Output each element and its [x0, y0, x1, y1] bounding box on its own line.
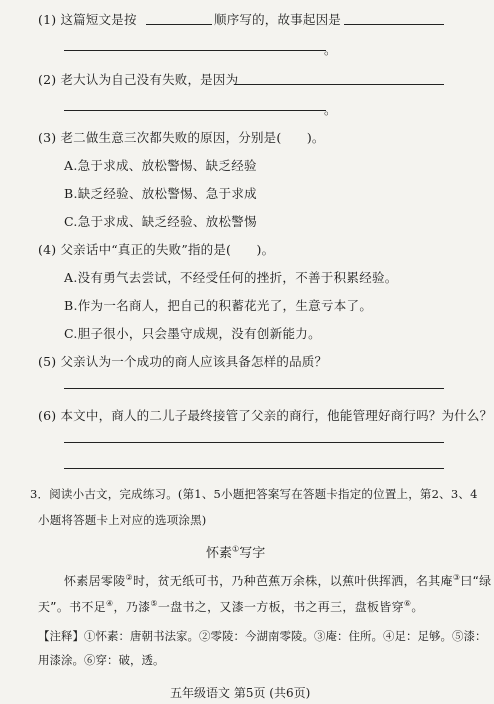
q3-option-a[interactable]: A.急于求成、放松警惕、缺乏经验 — [64, 158, 257, 173]
section3-instruction-line1: 3．阅读小古文，完成练习。(第1、5小题把答案写在答题卡指定的位置上，第2、3、4 — [30, 487, 478, 501]
q2-blank-1[interactable] — [234, 84, 444, 85]
q4-option-b[interactable]: B.作为一名商人，把自己的积蓄花光了，生意亏本了。 — [64, 298, 373, 313]
q6-answer-line-2[interactable] — [64, 468, 444, 469]
q2-end-mark: 。 — [324, 102, 337, 117]
q5-answer-line[interactable] — [64, 388, 444, 389]
q6-answer-line-1[interactable] — [64, 442, 444, 443]
q1-blank-2[interactable] — [344, 24, 444, 25]
q3-option-b[interactable]: B.缺乏经验、放松警惕、急于求成 — [64, 186, 257, 201]
q4-option-c[interactable]: C.胆子很小，只会墨守成规，没有创新能力。 — [64, 326, 321, 341]
page-footer: 五年级语文 第5页 (共6页) — [170, 686, 311, 700]
q5-label: (5) 父亲认为一个成功的商人应该具备怎样的品质？ — [38, 354, 328, 369]
section3-instruction-line2: 小题将答题卡上对应的选项涂黑) — [38, 513, 207, 527]
q1-blank-3[interactable] — [64, 50, 326, 51]
q3-label: (3) 老二做生意三次都失败的原因，分别是( )。 — [38, 130, 325, 145]
q1-blank-1[interactable] — [146, 24, 212, 25]
passage-line-1: 怀素居零陵②时，贫无纸可书，乃种芭蕉万余株，以蕉叶供挥洒，名其庵③曰“绿 — [64, 573, 492, 588]
notes-line-2: 用漆涂。⑥穿：破，透。 — [38, 653, 165, 667]
q2-blank-2[interactable] — [64, 110, 326, 111]
q1-mid: 顺序写的，故事起因是 — [214, 12, 342, 27]
q2-label: (2) 老大认为自己没有失败，是因为 — [38, 72, 239, 87]
q1-label: (1) 这篇短文是按 — [38, 12, 137, 27]
q3-option-c[interactable]: C.急于求成、缺乏经验、放松警惕 — [64, 214, 257, 229]
q4-option-a[interactable]: A.没有勇气去尝试，不经受任何的挫折，不善于积累经验。 — [64, 270, 398, 285]
passage-line-2: 天”。书不足④，乃漆⑤一盘书之，又漆一方板，书之再三，盘板皆穿⑥。 — [38, 599, 424, 614]
q6-label: (6) 本文中，商人的二儿子最终接管了父亲的商行，他能管理好商行吗？为什么？ — [38, 408, 493, 423]
passage-title: 怀素①写字 — [206, 544, 266, 561]
q1-end-mark: 。 — [324, 42, 337, 57]
notes-line-1: 【注释】①怀素：唐朝书法家。②零陵：今湖南零陵。③庵：住所。④足：足够。⑤漆： — [38, 629, 487, 643]
q4-label: (4) 父亲话中“真正的失败”指的是( )。 — [38, 242, 275, 257]
